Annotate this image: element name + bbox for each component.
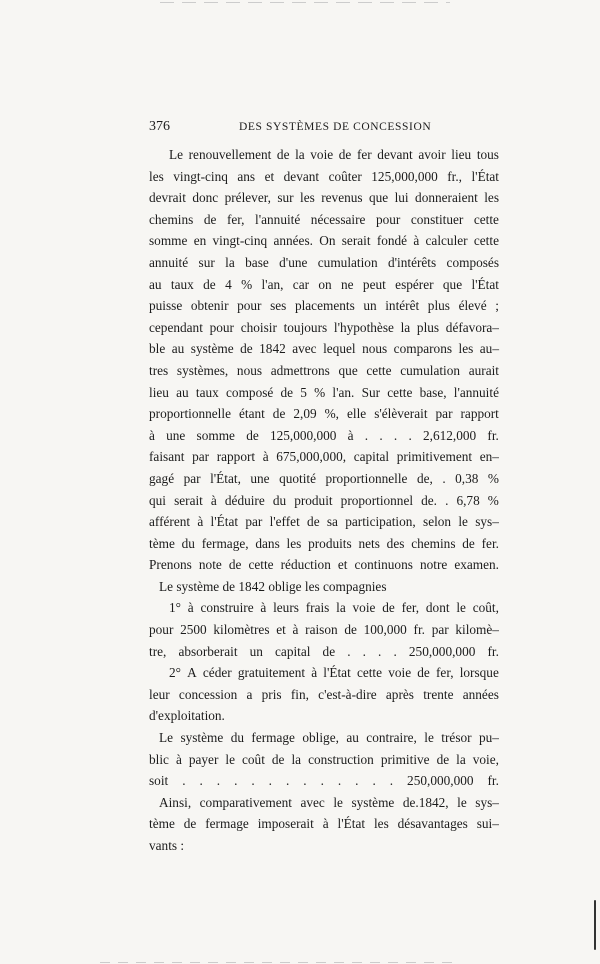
text-line: les vingt-cinq ans et devant coûter 125,000,000 fr., l'État [149,168,499,184]
text-line: devrait donc prélever, sur les revenus que lui donneraient les [149,190,499,206]
text-line: leur concession a pris fin, c'est-à-dire après trente années [149,686,499,702]
text-line: tème du fermage, dans les produits nets des chemins de fer. [149,535,499,551]
text-line: tème de fermage imposerait à l'État les désavantages sui– [149,816,499,832]
text-line: blic à payer le coût de la construction primitive de la voie, [149,751,499,767]
text-line: puisse obtenir pour ses placements un intérêt plus élevé ; [149,298,499,314]
text-line: Prenons note de cette réduction et continuons notre examen. [149,557,499,573]
text-line: cependant pour choisir toujours l'hypothèse la plus défavora– [149,319,499,335]
text-line: Le système du fermage oblige, au contraire, le trésor pu– [159,730,499,746]
text-line: Ainsi, comparativement avec le système de.1842, le sys– [159,794,499,810]
text-line: afférent à l'État par l'effet de sa participation, selon le sys– [149,514,499,530]
text-line: chemins de fer, l'annuité nécessaire pour constituer cette [149,211,499,227]
text-line: faisant par rapport à 675,000,000, capital primitivement en– [149,449,499,465]
text-line: Le système de 1842 oblige les compagnies [159,578,387,594]
text-line: 1° à construire à leurs frais la voie de fer, dont le coût, [169,600,499,616]
text-line: pour 2500 kilomètres et à raison de 100,000 fr. par kilomè– [149,622,499,638]
scan-artifact-edge [594,900,596,950]
page-header [149,119,499,135]
text-line: qui serait à déduire du produit proportionnel de. . 6,78 % [149,492,499,508]
text-line: ble au système de 1842 avec lequel nous comparons les au– [149,341,499,357]
running-head: DES SYSTÈMES DE CONCESSION [239,121,432,133]
text-line: soit . . . . . . . . . . . . . 250,000,000 fr. [149,773,499,789]
text-line: vants : [149,838,185,853]
text-line: proportionnelle étant de 2,09 %, elle s'élèverait par rapport [149,406,499,422]
text-line: gagé par l'État, une quotité proportionnelle de, . 0,38 % [149,470,499,486]
text-line: tre, absorberait un capital de . . . . 250,000,000 fr. [149,643,499,659]
page-number: 376 [149,119,170,134]
text-line: annuité sur la base d'une cumulation d'intérêts composés [149,254,499,270]
text-line: somme en vingt-cinq années. On serait fondé à calculer cette [149,233,499,249]
text-line: 2° A céder gratuitement à l'État cette voie de fer, lorsque [169,665,499,681]
text-line: au taux de 4 % l'an, car on ne peut espérer que l'État [149,276,499,292]
text-line: tres systèmes, nous admettrons que cette cumulation aurait [149,362,499,378]
text-line: lieu au taux composé de 5 % l'an. Sur cette base, l'annuité [149,384,499,400]
text-line: Le renouvellement de la voie de fer devant avoir lieu tous [169,147,499,162]
body-text [149,144,499,857]
scan-artifact-top [160,2,450,3]
text-line: d'exploitation. [149,708,225,724]
scan-artifact-bottom [100,962,460,963]
text-line: à une somme de 125,000,000 à . . . . 2,612,000 fr. [149,427,499,443]
